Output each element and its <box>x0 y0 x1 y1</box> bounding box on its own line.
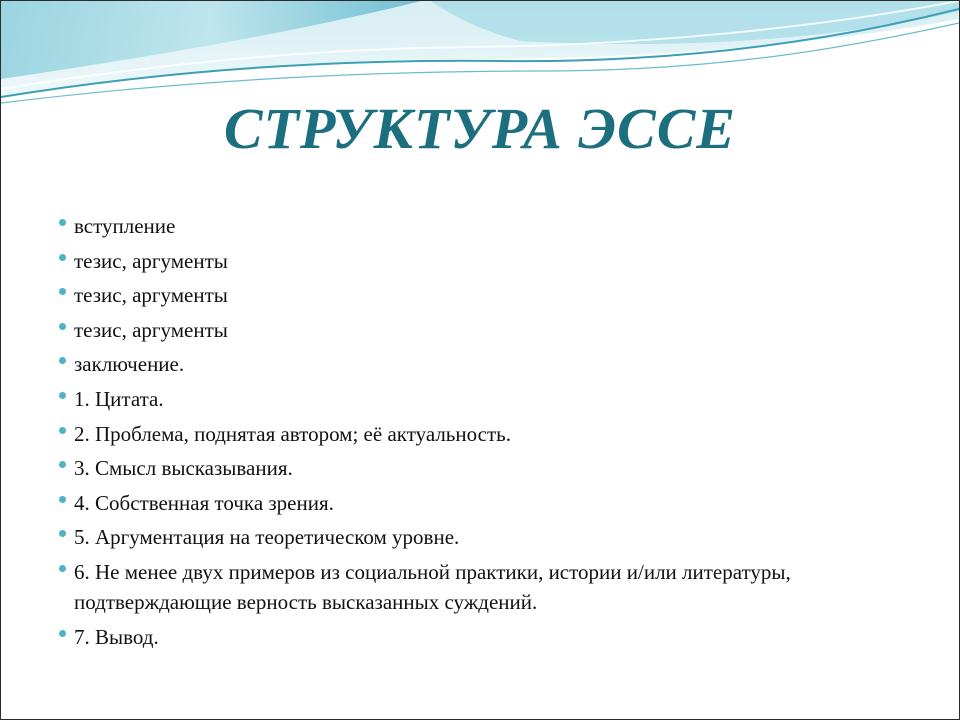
list-item <box>59 246 879 276</box>
bullet-dot-icon <box>59 357 66 364</box>
bullet-dot-icon <box>59 565 66 572</box>
bullet-dot-icon <box>59 630 66 637</box>
list-item <box>59 384 879 414</box>
list-item-text: 3. Смысл высказывания. <box>74 456 293 481</box>
list-item-text: 5. Аргументация на теоретическом уровне. <box>74 525 460 550</box>
list-item <box>59 622 879 652</box>
list-item <box>59 557 879 617</box>
bullet-dot-icon <box>59 323 66 330</box>
list-item-text: тезис, аргументы <box>74 248 228 273</box>
list-item-text: 1. Цитата. <box>74 386 164 411</box>
list-item <box>59 522 879 552</box>
list-item <box>59 453 879 483</box>
list-item <box>59 419 879 449</box>
bullet-list <box>59 211 879 656</box>
bullet-dot-icon <box>59 288 66 295</box>
list-item-text: тезис, аргументы <box>74 283 228 308</box>
slide-title: СТРУКТУРА ЭССЕ <box>223 96 737 161</box>
list-item <box>59 280 879 310</box>
bullet-dot-icon <box>59 496 66 503</box>
list-item <box>59 211 879 241</box>
list-item <box>59 349 879 379</box>
list-item-text: 6. Не менее двух примеров из социальной практики, истории и/или литературы, подтверждающие верность высказанных суждений. <box>74 559 791 614</box>
bullet-dot-icon <box>59 219 66 226</box>
list-item-text: 7. Вывод. <box>74 624 159 649</box>
bullet-dot-icon <box>59 427 66 434</box>
bullet-dot-icon <box>59 530 66 537</box>
list-item-text: тезис, аргументы <box>74 317 228 342</box>
bullet-dot-icon <box>59 392 66 399</box>
list-item-text: 4. Собственная точка зрения. <box>74 490 334 515</box>
list-item <box>59 488 879 518</box>
bullet-dot-icon <box>59 461 66 468</box>
bullet-dot-icon <box>59 254 66 261</box>
list-item <box>59 315 879 345</box>
list-item-text: 2. Проблема, поднятая автором; её актуальность. <box>74 421 511 446</box>
list-item-text: заключение. <box>74 352 185 377</box>
list-item-text: вступление <box>74 214 176 238</box>
